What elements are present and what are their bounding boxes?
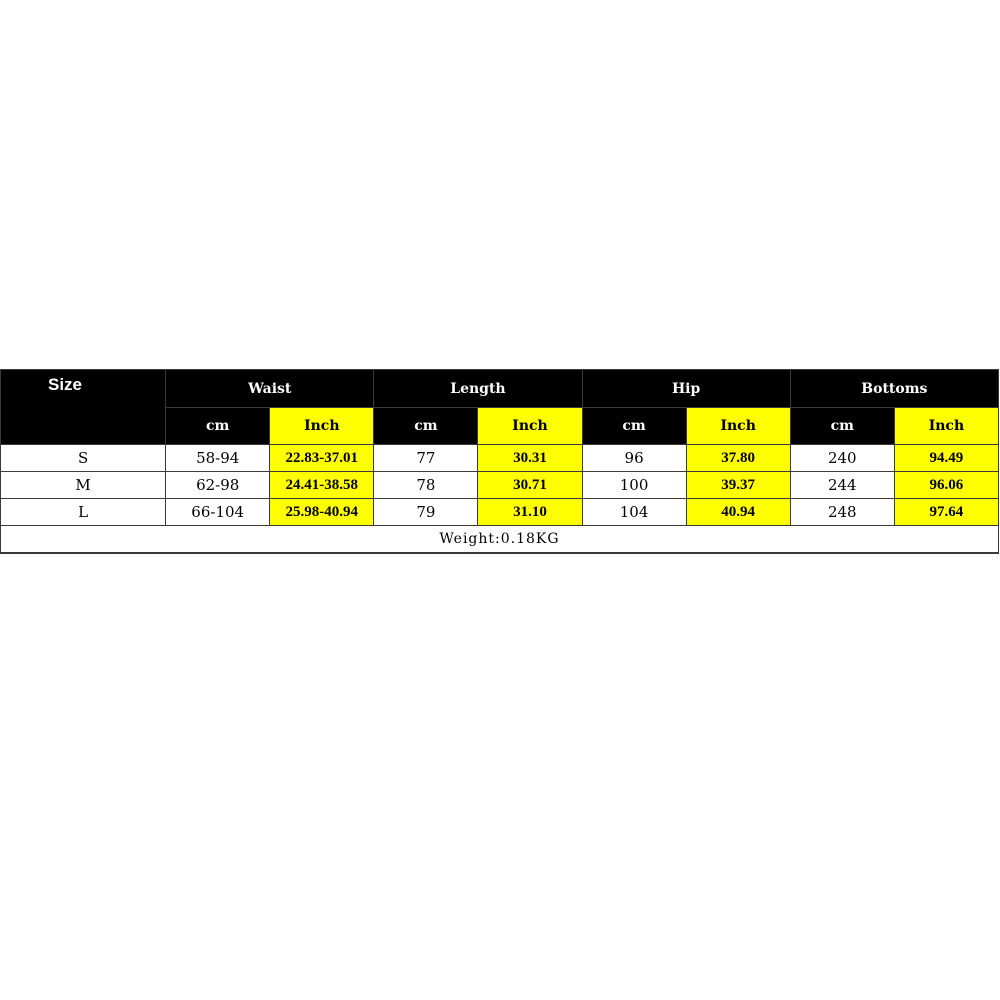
table-row [1, 472, 999, 499]
hip-header: Hip [582, 370, 790, 408]
bottoms-cm-cell: 244 [790, 472, 894, 499]
waist-cm-cell: 62-98 [166, 472, 270, 499]
bottoms-inch-cell: 97.64 [894, 499, 998, 526]
waist-header: Waist [166, 370, 374, 408]
bottoms-cm-cell: 240 [790, 445, 894, 472]
hip-inch-cell: 40.94 [686, 499, 790, 526]
bottoms-cm-header: cm [790, 408, 894, 445]
length-cm-cell: 79 [374, 499, 478, 526]
hip-inch-cell: 37.80 [686, 445, 790, 472]
size-chart-table [0, 369, 999, 554]
waist-inch-header: Inch [270, 408, 374, 445]
bottoms-cm-cell: 248 [790, 499, 894, 526]
hip-inch-cell: 39.37 [686, 472, 790, 499]
table-row [1, 499, 999, 526]
size-column-header: Size [1, 370, 166, 445]
length-cm-cell: 77 [374, 445, 478, 472]
length-inch-cell: 31.10 [478, 499, 582, 526]
length-inch-cell: 30.71 [478, 472, 582, 499]
hip-cm-cell: 96 [582, 445, 686, 472]
size-cell: M [1, 472, 166, 499]
group-header-row [1, 370, 999, 408]
hip-inch-header: Inch [686, 408, 790, 445]
size-cell: L [1, 499, 166, 526]
length-cm-cell: 78 [374, 472, 478, 499]
weight-note: Weight:0.18KG [1, 526, 999, 554]
waist-cm-cell: 66-104 [166, 499, 270, 526]
length-inch-cell: 30.31 [478, 445, 582, 472]
waist-inch-cell: 22.83-37.01 [270, 445, 374, 472]
length-cm-header: cm [374, 408, 478, 445]
bottoms-header: Bottoms [790, 370, 998, 408]
waist-cm-cell: 58-94 [166, 445, 270, 472]
waist-inch-cell: 24.41-38.58 [270, 472, 374, 499]
bottoms-inch-cell: 94.49 [894, 445, 998, 472]
length-inch-header: Inch [478, 408, 582, 445]
hip-cm-cell: 100 [582, 472, 686, 499]
table-row [1, 445, 999, 472]
size-cell: S [1, 445, 166, 472]
weight-row [1, 526, 999, 554]
hip-cm-header: cm [582, 408, 686, 445]
waist-cm-header: cm [166, 408, 270, 445]
bottoms-inch-cell: 96.06 [894, 472, 998, 499]
waist-inch-cell: 25.98-40.94 [270, 499, 374, 526]
length-header: Length [374, 370, 582, 408]
hip-cm-cell: 104 [582, 499, 686, 526]
bottoms-inch-header: Inch [894, 408, 998, 445]
